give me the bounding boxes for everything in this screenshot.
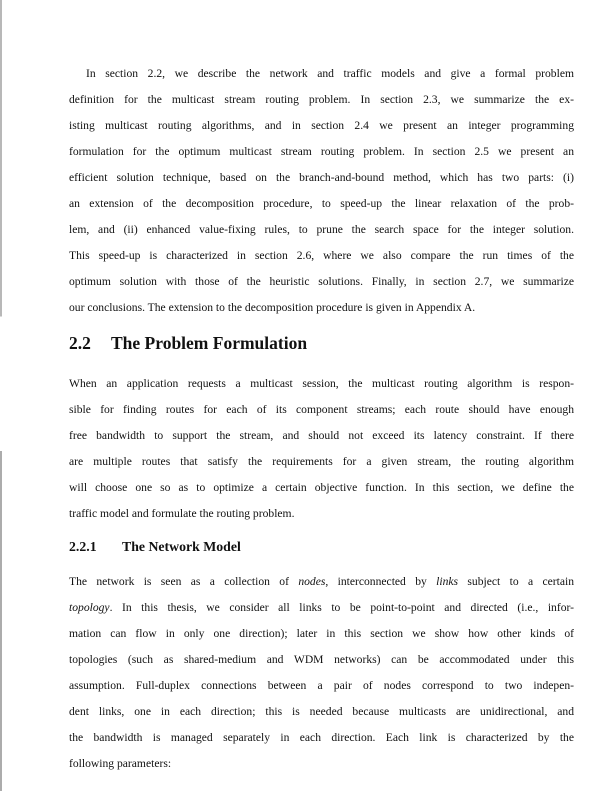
- text-line: sible for finding routes for each of its component streams; each route should have enough: [69, 403, 574, 416]
- subsection-title: The Network Model: [122, 539, 241, 554]
- text-line: [69, 601, 574, 615]
- text-line: efficient solution technique, based on the branch-and-bound method, which has two parts: (i): [69, 171, 574, 184]
- text: . In this thesis, we consider all links to be point-to-point and directed (i.e., infor-: [109, 601, 574, 614]
- text-line: isting multicast routing algorithms, and in section 2.4 we present an integer programming: [69, 119, 574, 132]
- term-topology: topology: [69, 601, 110, 614]
- text-line: This speed-up is characterized in section 2.6, where we also compare the run times of the: [69, 249, 574, 262]
- text-line: traffic model and formulate the routing problem.: [69, 507, 295, 520]
- text-line: following parameters:: [69, 757, 172, 770]
- text-line: dent links, one in each direction; this is needed because multicasts are unidirectional, and: [69, 705, 574, 718]
- subsection-heading: [69, 539, 241, 555]
- text-line: our conclusions. The extension to the decomposition procedure is given in Appendix A.: [69, 301, 476, 314]
- term-nodes: nodes: [298, 575, 326, 588]
- text-line: mation can flow in only one direction); later in this section we show how other kinds of: [69, 627, 574, 640]
- text-line: free bandwidth to support the stream, and should not exceed its latency constraint. If there: [69, 429, 574, 442]
- section-number: 2.2: [69, 333, 91, 353]
- section-heading: [69, 333, 307, 354]
- text-line: [69, 575, 574, 589]
- text: subject to a certain: [458, 575, 574, 588]
- text-line: assumption. Full-duplex connections between a pair of nodes correspond to two indepen-: [69, 679, 574, 692]
- text-line: the bandwidth is managed separately in each direction. Each link is characterized by the: [69, 731, 574, 744]
- text-line: formulation for the optimum multicast stream routing problem. In section 2.5 we present an: [69, 145, 574, 158]
- text-line: definition for the multicast stream routing problem. In section 2.3, we summarize the ex-: [69, 93, 574, 106]
- text: , interconnected by: [325, 575, 437, 588]
- section-title: The Problem Formulation: [111, 333, 308, 353]
- text-line: an extension of the decomposition procedure, to speed-up the linear relaxation of the prob-: [69, 197, 574, 210]
- subsection-number: 2.2.1: [69, 539, 97, 554]
- text-line: are multiple routes that satisfy the requirements for a given stream, the routing algorithm: [69, 455, 574, 468]
- text-line: lem, and (ii) enhanced value-fixing rules, to prune the search space for the integer solution.: [69, 223, 574, 236]
- text-line: will choose one so as to optimize a certain objective function. In this section, we define the: [69, 481, 574, 494]
- term-links: links: [436, 575, 459, 588]
- text-line: optimum solution with those of the heuristic solutions. Finally, in section 2.7, we summarize: [69, 275, 574, 288]
- text-line: In section 2.2, we describe the network and traffic models and give a formal problem: [86, 67, 574, 80]
- scan-edge: [0, 0, 2, 791]
- text-line: When an application requests a multicast session, the multicast routing algorithm is respon-: [69, 377, 574, 390]
- text-line: topologies (such as shared-medium and WDM networks) can be accommodated under this: [69, 653, 574, 666]
- text: The network is seen as a collection of: [69, 575, 299, 588]
